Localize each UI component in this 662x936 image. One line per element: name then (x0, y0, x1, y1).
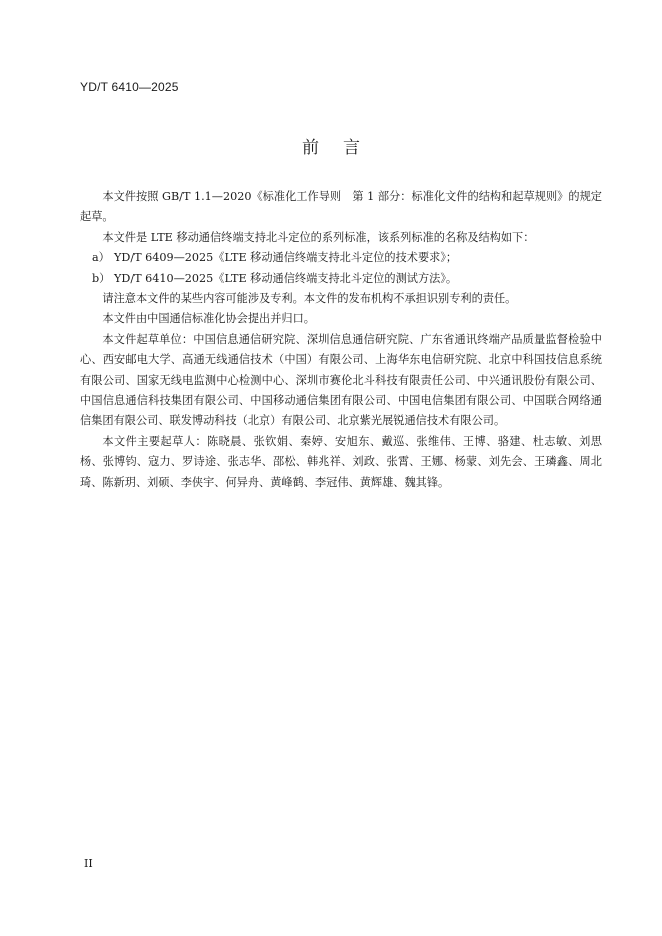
list-marker: b） (92, 271, 111, 285)
paragraph-proposer: 本文件由中国通信标准化协会提出并归口。 (102, 312, 315, 326)
list-item-text: YD/T 6410—2025《LTE 移动通信终端支持北斗定位的测试方法》。 (114, 271, 458, 285)
paragraph-drafting-rules: 本文件按照 GB/T 1.1—2020《标准化工作导则 第 1 部分：标准化文件的结构和起草规则》的规定起草。 (80, 190, 602, 224)
list-marker: a） (92, 251, 110, 265)
paragraph-patent-notice: 请注意本文件的某些内容可能涉及专利。本文件的发布机构不承担识别专利的责任。 (102, 292, 517, 306)
paragraph-drafters: 本文件主要起草人：陈晓晨、张钦娟、秦婷、安旭东、戴巡、张维伟、王博、骆建、杜志敏、刘思杨、张博钧、寇力、罗诗途、张志华、邵松、韩兆祥、刘政、张霄、王娜、杨蒙、刘先会、王璘鑫、周北琦、陈新玥、刘硕、李侠宇、何异舟、黄峰鹤、李冠伟、黄辉雄、魏其锋。 (80, 434, 602, 489)
list-item (80, 269, 602, 289)
document-body (80, 187, 602, 493)
page-title: 前言 (302, 138, 384, 158)
list-item (80, 248, 602, 268)
list-item-text: YD/T 6409—2025《LTE 移动通信终端支持北斗定位的技术要求》； (114, 251, 458, 265)
page-number: II (84, 857, 93, 870)
paragraph-drafting-units: 本文件起草单位：中国信息通信研究院、深圳信息通信研究院、广东省通讯终端产品质量监督检验中心、西安邮电大学、高通无线通信技术（中国）有限公司、上海华东电信研究院、北京中科国技信息系统有限公司、国家无线电监测中心检测中心、深圳市赛伦北斗科技有限责任公司、中兴通讯股份有限公司、中国信息通信科技集团有限公司、中国移动通信集团有限公司、中国电信集团有限公司、中国联合网络通信集团有限公司、联发博动科技（北京）有限公司、北京紫光展锐通信技术有限公司。 (80, 332, 602, 428)
document-code: YD/T 6410—2025 (80, 80, 179, 94)
paragraph-series-intro: 本文件是 LTE 移动通信终端支持北斗定位的系列标准，该系列标准的名称及结构如下： (102, 230, 535, 244)
